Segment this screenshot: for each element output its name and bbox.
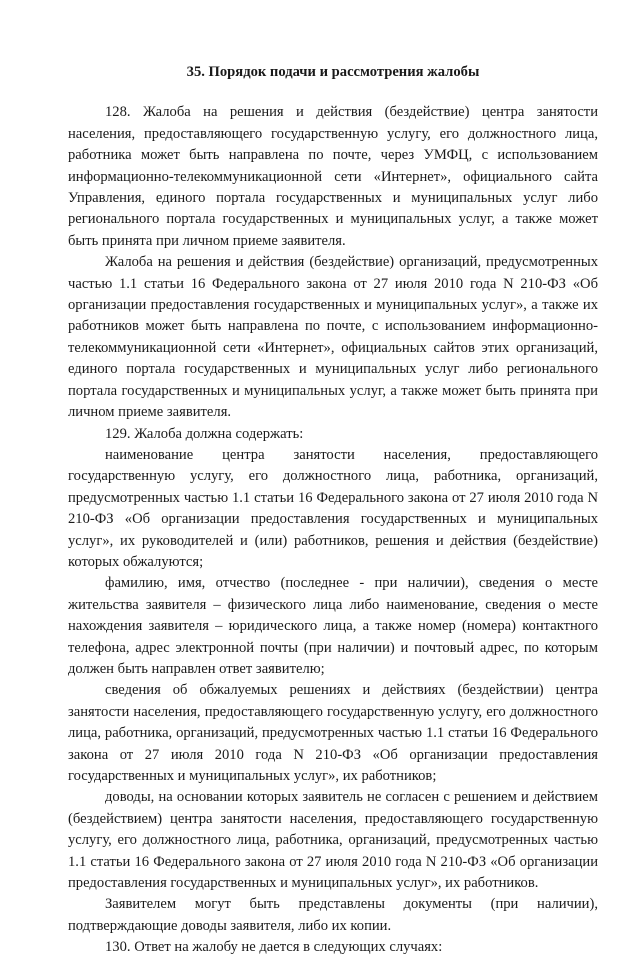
paragraph-documents: Заявителем могут быть представлены документы (при наличии), подтверждающие доводы заявителя, либо их копии. bbox=[68, 896, 598, 934]
paragraph-item-name: наименование центра занятости населения, предоставляющего государственную услугу, его должностного лица, работника, организаций, предусмотренных частью 1.1 статьи 16 Федерального закона от 27 июля 2010 года N 210-ФЗ «Об организации предоставления государственных и муниципальных услуг», их руководителей и (или) работников, решения и действия (бездействие) которых обжалуются; bbox=[68, 446, 598, 570]
section-heading: 35. Порядок подачи и рассмотрения жалобы bbox=[186, 64, 480, 80]
paragraph-130: 130. Ответ на жалобу не дается в следующих случаях: bbox=[105, 939, 443, 956]
paragraph-item-applicant-info: фамилию, имя, отчество (последнее - при наличии), сведения о месте жительства заявителя – физического лица либо наименование, сведения о месте нахождения заявителя – юридического лица, а также номер (номера) контактного телефона, адрес электронной почты (при наличии) и почтовый адрес, по которым должен быть направлен ответ заявителю; bbox=[68, 575, 598, 677]
paragraph-128: 128. Жалоба на решения и действия (бездействие) центра занятости населения, предоставляющего государственную услугу, его должностного лица, работника может быть направлена по почте, через УМФЦ, с использованием информационно-телекоммуникационной сети «Интернет», официального сайта Управления, единого портала государственных и муниципальных услуг либо регионального портала государственных и муниципальных услуг, а также может быть принята при личном приеме заявителя. bbox=[68, 104, 598, 249]
paragraph-organizations-complaint: Жалоба на решения и действия (бездействие) организаций, предусмотренных частью 1.1 статьи 16 Федерального закона от 27 июля 2010 года N 210-ФЗ «Об организации предоставления государственных и муниципальных услуг», а также их работников может быть направлена по почте, с использованием информационно-телекоммуникационной сети «Интернет», официальных сайтов этих организаций, единого портала государственных и муниципальных услуг либо регионального портала государственных и муниципальных услуг, а также может быть принята при личном приеме заявителя. bbox=[68, 254, 598, 421]
paragraph-129: 129. Жалоба должна содержать: bbox=[105, 425, 304, 442]
document-page bbox=[68, 62, 598, 959]
paragraph-item-appealed-actions: сведения об обжалуемых решениях и действиях (бездействии) центра занятости населения, предоставляющего государственную услугу, его должностного лица, работника, организаций, предусмотренных частью 1.1 статьи 16 Федерального закона от 27 июля 2010 года N 210-ФЗ «Об организации предоставления государственных и муниципальных услуг», их работников; bbox=[68, 682, 598, 784]
paragraph-item-arguments: доводы, на основании которых заявитель не согласен с решением и действием (бездействием) центра занятости населения, предоставляющего государственную услугу, его должностного лица, работника, организаций, предусмотренных частью 1.1 статьи 16 Федерального закона от 27 июля 2010 года N 210-ФЗ «Об организации предоставления государственных и муниципальных услуг», их работников. bbox=[68, 789, 598, 892]
